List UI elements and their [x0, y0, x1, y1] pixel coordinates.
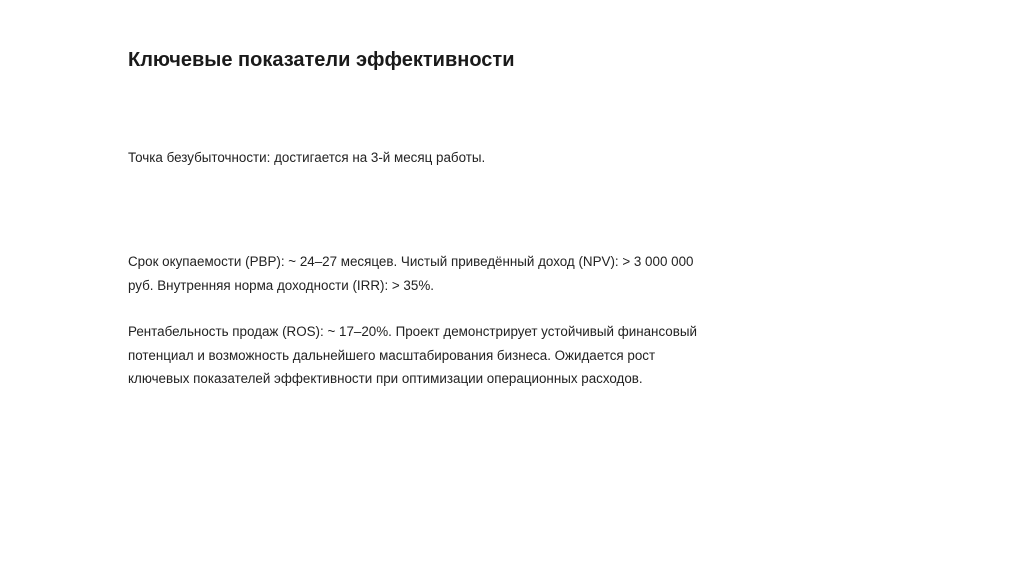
break-even-paragraph: Точка безубыточности: достигается на 3-й месяц работы.: [128, 150, 486, 165]
profitability-paragraph: Рентабельность продаж (ROS): ~ 17–20%. Проект демонстрирует устойчивый финансовый потенциал и возможность дальнейшего масштабирования бизнеса. Ожидается рост ключевых показателей эффективности при оптимизации операционных расходов.: [128, 324, 697, 386]
payback-paragraph: Срок окупаемости (PBP): ~ 24–27 месяцев. Чистый приведённый доход (NPV): > 3 000 000 руб. Внутренняя норма доходности (IRR): > 35%.: [128, 254, 694, 293]
slide-title: Ключевые показатели эффективности: [128, 49, 515, 71]
